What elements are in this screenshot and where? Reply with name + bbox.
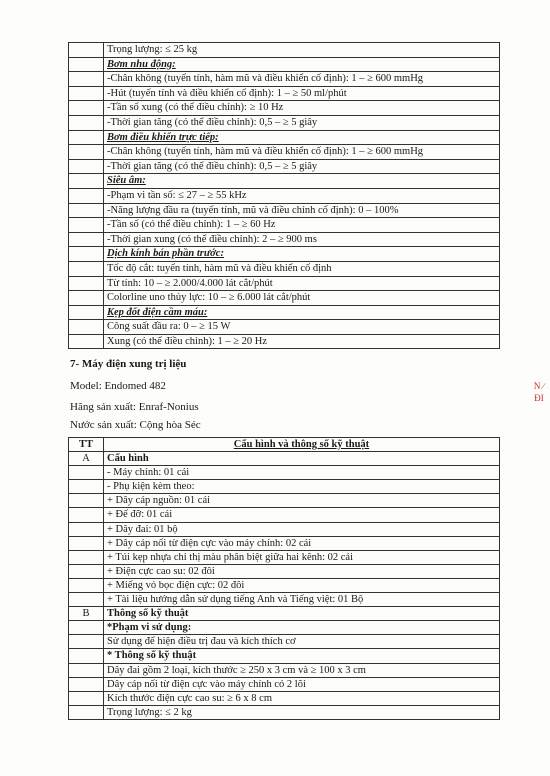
- spec-line: -Tần số xung (có thể điều chỉnh): ≥ 10 Hz: [104, 101, 500, 116]
- table-row: [69, 705, 500, 719]
- row-number-cell: [69, 130, 104, 145]
- spec-line: Tốc độ cắt: tuyến tính, hàm mũ và điều khiển cố định: [104, 261, 500, 276]
- row-number-cell: [69, 203, 104, 218]
- row-index-cell: [69, 564, 104, 578]
- spec-line: -Tần số (có thể điều chỉnh): 1 – ≥ 60 Hz: [104, 218, 500, 233]
- row-index-cell: [69, 677, 104, 691]
- config-line: + Dây cáp nguồn: 01 cái: [104, 494, 500, 508]
- row-index-cell: [69, 480, 104, 494]
- row-index-cell: [69, 508, 104, 522]
- section-heading: 7- Máy điện xung trị liệu: [70, 358, 187, 370]
- config-line: + Điện cực cao su: 02 đôi: [104, 564, 500, 578]
- table-row: [69, 480, 500, 494]
- row-number-cell: [69, 43, 104, 58]
- table-row: [69, 188, 500, 203]
- config-line: Kích thước điện cực cao su: ≥ 6 x 8 cm: [104, 691, 500, 705]
- table-row: [69, 677, 500, 691]
- spec-line: -Phạm vi tần số: ≤ 27 – ≥ 55 kHz: [104, 188, 500, 203]
- config-line: Dây cáp nối từ điện cực vào máy chính có 2 lõi: [104, 677, 500, 691]
- table-header-row: [69, 438, 500, 452]
- spec-line: Từ tính: 10 – ≥ 2.000/4.000 lát cắt/phút: [104, 276, 500, 291]
- row-index-cell: [69, 705, 104, 719]
- header-title: Cấu hình và thông số kỹ thuật: [104, 438, 500, 452]
- table-row: [69, 247, 500, 262]
- row-index-cell: [69, 621, 104, 635]
- group-title: *Phạm vi sử dụng:: [104, 621, 500, 635]
- table-row: [69, 466, 500, 480]
- spec-line: Xung (có thể điều chỉnh): 1 – ≥ 20 Hz: [104, 334, 500, 349]
- config-spec-table: [68, 437, 500, 720]
- row-number-cell: [69, 276, 104, 291]
- row-index-cell: A: [69, 452, 104, 466]
- row-number-cell: [69, 320, 104, 335]
- row-index-cell: [69, 494, 104, 508]
- row-index-cell: [69, 522, 104, 536]
- subsection-title: Dịch kính bán phần trước:: [104, 247, 500, 262]
- row-index-cell: [69, 593, 104, 607]
- table-row: [69, 174, 500, 189]
- row-number-cell: [69, 334, 104, 349]
- table-row: [69, 130, 500, 145]
- spec-line: -Thời gian xung (có thể điều chỉnh): 2 – ≥ 900 ms: [104, 232, 500, 247]
- spec-line: -Chân không (tuyến tính, hàm mũ và điều khiển cố định): 1 – ≥ 600 mmHg: [104, 145, 500, 160]
- row-number-cell: [69, 159, 104, 174]
- subsection-title: Siêu âm:: [104, 174, 500, 189]
- table-row: [69, 101, 500, 116]
- config-line: + Đế đỡ: 01 cái: [104, 508, 500, 522]
- spec-table-continued: [68, 42, 500, 349]
- table-row: [69, 115, 500, 130]
- row-number-cell: [69, 72, 104, 87]
- table-row: [69, 261, 500, 276]
- spec-line: -Hút (tuyến tính và điều khiển cố định): 1 – ≥ 50 ml/phút: [104, 86, 500, 101]
- table-row: [69, 564, 500, 578]
- spec-line: -Thời gian tăng (có thể điều chỉnh): 0,5 – ≥ 5 giây: [104, 115, 500, 130]
- subsection-title: Kẹp đốt điện cầm máu:: [104, 305, 500, 320]
- margin-stamp: N ∕ ĐI: [533, 381, 545, 403]
- table-row: [69, 72, 500, 87]
- group-title: * Thông số kỹ thuật: [104, 649, 500, 663]
- row-number-cell: [69, 291, 104, 306]
- spec-line: Colorline uno thủy lực: 10 – ≥ 6.000 lát cắt/phút: [104, 291, 500, 306]
- subsection-title: Bơm điều khiển trực tiếp:: [104, 130, 500, 145]
- manufacturer-line: Hãng sản xuất: Enraf-Nonius: [70, 401, 199, 413]
- table-row: [69, 305, 500, 320]
- row-number-cell: [69, 232, 104, 247]
- spec-line: -Chân không (tuyến tính, hàm mũ và điều khiển cố định): 1 – ≥ 600 mmHg: [104, 72, 500, 87]
- config-line: + Miếng vỏ bọc điện cực: 02 đôi: [104, 578, 500, 592]
- row-number-cell: [69, 247, 104, 262]
- table-row: [69, 203, 500, 218]
- row-index-cell: [69, 466, 104, 480]
- spec-line: Công suất đầu ra: 0 – ≥ 15 W: [104, 320, 500, 335]
- country-line: Nước sản xuất: Cộng hòa Séc: [70, 419, 201, 431]
- model-line: Model: Endomed 482: [70, 380, 166, 392]
- spec-line: Trọng lượng: ≤ 25 kg: [104, 43, 500, 58]
- table-row: [69, 320, 500, 335]
- row-index-cell: [69, 663, 104, 677]
- table-row: [69, 635, 500, 649]
- table-row: [69, 232, 500, 247]
- table-row: [69, 291, 500, 306]
- row-index-cell: B: [69, 607, 104, 621]
- table-row: [69, 57, 500, 72]
- row-number-cell: [69, 115, 104, 130]
- config-line: + Tài liệu hướng dẫn sử dụng tiếng Anh và Tiếng việt: 01 Bộ: [104, 593, 500, 607]
- subsection-title: Bơm nhu động:: [104, 57, 500, 72]
- row-number-cell: [69, 188, 104, 203]
- table-row: [69, 663, 500, 677]
- row-index-cell: [69, 649, 104, 663]
- group-title: Thông số kỹ thuật: [104, 607, 500, 621]
- config-line: + Túi kẹp nhựa chỉ thị màu phân biệt giữa hai kênh: 02 cái: [104, 550, 500, 564]
- table-row: [69, 621, 500, 635]
- row-number-cell: [69, 101, 104, 116]
- config-line: - Máy chính: 01 cái: [104, 466, 500, 480]
- row-number-cell: [69, 145, 104, 160]
- config-line: + Dây đai: 01 bộ: [104, 522, 500, 536]
- table-row: [69, 649, 500, 663]
- config-line: Dây đai gồm 2 loại, kích thước ≥ 250 x 3 cm và ≥ 100 x 3 cm: [104, 663, 500, 677]
- group-title: Cấu hình: [104, 452, 500, 466]
- table-row: [69, 86, 500, 101]
- table-row: [69, 522, 500, 536]
- row-index-cell: [69, 536, 104, 550]
- table-row: [69, 276, 500, 291]
- table-row: [69, 218, 500, 233]
- table-row: [69, 607, 500, 621]
- config-line: + Dây cáp nối từ điện cực vào máy chính: 02 cái: [104, 536, 500, 550]
- table-row: [69, 145, 500, 160]
- table-row: [69, 593, 500, 607]
- table-row: [69, 334, 500, 349]
- table-row: [69, 508, 500, 522]
- spec-line: -Thời gian tăng (có thể điều chỉnh): 0,5 – ≥ 5 giây: [104, 159, 500, 174]
- table-row: [69, 536, 500, 550]
- row-number-cell: [69, 218, 104, 233]
- config-line: - Phụ kiện kèm theo:: [104, 480, 500, 494]
- row-number-cell: [69, 57, 104, 72]
- row-index-cell: [69, 578, 104, 592]
- table-row: [69, 578, 500, 592]
- table-row: [69, 494, 500, 508]
- row-number-cell: [69, 261, 104, 276]
- table-row: [69, 691, 500, 705]
- row-index-cell: [69, 550, 104, 564]
- table-row: [69, 452, 500, 466]
- table-row: [69, 550, 500, 564]
- config-line: Sử dụng để hiện điều trị đau và kích thích cơ: [104, 635, 500, 649]
- row-index-cell: [69, 691, 104, 705]
- row-number-cell: [69, 86, 104, 101]
- row-number-cell: [69, 174, 104, 189]
- spec-line: -Năng lượng đầu ra (tuyến tính, mũ và điều chỉnh cố định): 0 – 100%: [104, 203, 500, 218]
- table-row: [69, 43, 500, 58]
- row-index-cell: [69, 635, 104, 649]
- table-row: [69, 159, 500, 174]
- row-number-cell: [69, 305, 104, 320]
- config-line: Trọng lượng: ≤ 2 kg: [104, 705, 500, 719]
- header-tt: TT: [69, 438, 104, 452]
